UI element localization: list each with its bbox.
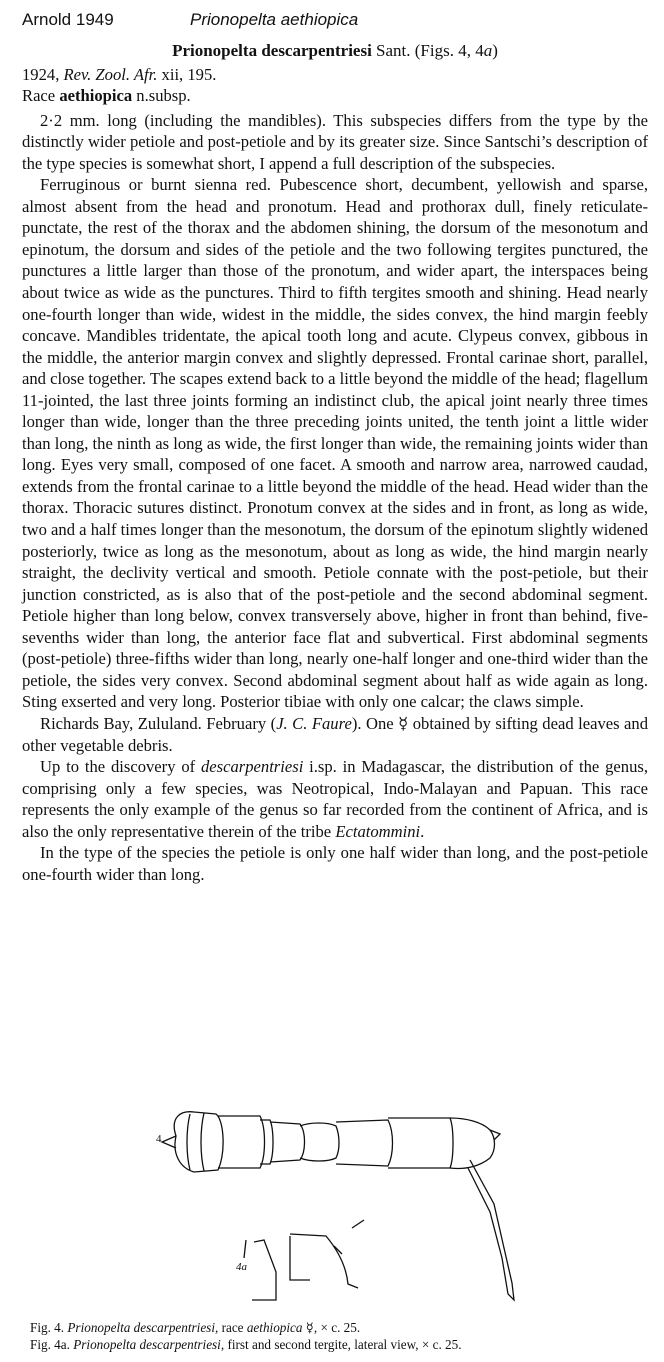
reference-journal: Rev. Zool. Afr. xyxy=(63,64,158,84)
race-suffix: n.subsp. xyxy=(132,86,191,106)
page-header xyxy=(22,10,642,36)
fig-epinotum xyxy=(270,1122,305,1162)
fig-head xyxy=(174,1112,223,1172)
fig-tergite-1 xyxy=(252,1240,276,1300)
paragraph-type-comparison: In the type of the species the petiole is only one half wider than long, and the post-petiole one-fourth wider than long. xyxy=(22,843,648,884)
fig-petiole xyxy=(300,1123,339,1161)
fig-head-lines xyxy=(187,1113,204,1171)
figure-label-4a: 4a xyxy=(236,1261,247,1273)
literature-reference xyxy=(22,64,648,86)
caption-4-mid: race xyxy=(218,1320,247,1335)
species-authority: Sant. (Figs. 4, 4 xyxy=(376,41,484,60)
locality-text-b: ). One ☿ obtained by sifting dead leaves and other vegetable debris. xyxy=(22,713,649,755)
caption-4a-species: Prionopelta descarpentriesi, xyxy=(73,1337,225,1352)
paragraph-description: Ferruginous or burnt sienna red. Pubescence short, decumbent, yellowish and sparse, almost absent from the head and pronotum. Head and prothorax dull, finely reticulate-punctate, the rest of the thorax and the abdomen shining, the dorsum of the mesonotum and epinotum, the dorsum and sides of the petiole and the two following tergites punctured, the punctures a little larger than those of the pronotum, and wider apart, the interspaces being about twice as wide as the punctures. Third to fifth tergites smooth and shining. Head nearly one-fourth longer than wide, widest in the middle, the sides convex, the hind margin feebly concave. Mandibles tridentate, the apical tooth long and acute. Clypeus convex, gibbous in the middle, the anterior margin convex and slightly depressed. Frontal carinae short, parallel, and close together. The scapes extend back to a little beyond the middle of the head; flagellum 11-jointed, the last three joints forming an indistinct club, the apical joint nearly three times longer than wide, longer than the three preceding joints united, the tenth joint a little wider than long, the ninth as long as wide, the first longer than wide, the remaining joints wider than long. Eyes very small, composed of one facet. A smooth and narrow area, narrowed caudad, extends from the frontal carinae to a little beyond the middle of the head. Head wider than the thorax. Thoracic sutures distinct. Pronotum convex at the sides and in front, as long as wide, two and a half times longer than the mesonotum, the dorsum of the epinotum slightly widened posteriorly, twice as long as the mesonotum, about as long as wide, the hind margin nearly straight, the declivity vertical and smooth. Petiole connate with the post-petiole, but their junction constricted, as is also that of the post-petiole and the second abdominal segment. Petiole higher than long below, convex transversely above, higher in front than behind, five-sevenths wider than long, the anterior face flat and subvertical. First abdominal segments (post-petiole) three-fifths wider than long, nearly one-half longer and one-third wider than the petiole, the sides very convex. Second abdominal segment about half as wide again as long. Sting exserted and very long. Posterior tibiae with only one calcar; the claws simple. xyxy=(22,175,648,712)
distribution-text-b: i.sp. in Madagascar, the distribution of the genus, comprising only a few species, was Neotropical, Indo-Malayan and Papuan. This race represents the only example of the genus so far recorded from the continent of Africa, and is also the only representative therein of the tribe xyxy=(22,757,648,841)
fig-gaster-tip xyxy=(450,1118,495,1169)
race-line xyxy=(22,85,648,107)
fig-gaster-segment-2 xyxy=(388,1118,453,1168)
caption-4-race: aethiopica xyxy=(246,1320,303,1335)
figure-4a-lateral-view xyxy=(244,1220,364,1300)
caption-4-end: ☿, × c. 25. xyxy=(302,1320,361,1335)
race-prefix: Race xyxy=(22,86,60,106)
figure-label-4: 4 xyxy=(156,1133,162,1145)
collector-name: J. C. Faure xyxy=(276,713,352,733)
reference-year: 1924, xyxy=(22,64,60,84)
caption-fig-4 xyxy=(30,1319,650,1336)
fig-pronotum xyxy=(218,1116,265,1168)
species-heading xyxy=(22,40,648,62)
article-body xyxy=(22,40,648,885)
ant-figure xyxy=(150,1108,550,1313)
caption-fig-4a xyxy=(30,1336,650,1353)
caption-4-species: Prionopelta descarpentriesi, xyxy=(67,1320,219,1335)
fig-post-petiole xyxy=(336,1120,393,1166)
species-heading-close: ) xyxy=(492,41,498,60)
species-fig-letter: a xyxy=(483,41,493,60)
fig-tergite-junction xyxy=(290,1236,310,1280)
fig-tergite-ticks xyxy=(244,1220,364,1258)
header-running-title: Prionopelta aethiopica xyxy=(190,10,359,29)
distribution-tribe: Ectatommini xyxy=(335,821,421,841)
header-author-year: Arnold 1949 xyxy=(22,10,114,29)
paragraph-size: 2·2 mm. long (including the mandibles). This subspecies differs from the type by the distinctly wider petiole and post-petiole and by its greater size. Since Santschi’s description of the type species is somewhat short, I append a full description of the subspecies. xyxy=(22,110,648,173)
caption-4a-prefix: Fig. 4a. xyxy=(30,1337,74,1352)
distribution-text-a: Up to the discovery of xyxy=(40,757,201,777)
fig-mandible xyxy=(162,1136,176,1148)
paragraph-locality xyxy=(22,713,648,756)
locality-text-a: Richards Bay, Zululand. February ( xyxy=(40,713,277,733)
caption-4-prefix: Fig. 4. xyxy=(30,1320,68,1335)
distribution-species: descarpentriesi xyxy=(201,757,304,777)
fig-sting xyxy=(468,1160,514,1300)
species-name: Prionopelta descarpentriesi xyxy=(172,41,372,60)
caption-4a-end: first and second tergite, lateral view, × c. 25. xyxy=(224,1337,462,1352)
figure-captions xyxy=(30,1319,650,1353)
reference-rest: xii, 195. xyxy=(161,64,217,84)
race-name: aethiopica xyxy=(59,86,133,106)
figure-4-dorsal-view xyxy=(162,1112,514,1300)
fig-mesonotum xyxy=(260,1120,273,1164)
paragraph-distribution xyxy=(22,756,648,842)
distribution-text-c: . xyxy=(420,821,425,841)
